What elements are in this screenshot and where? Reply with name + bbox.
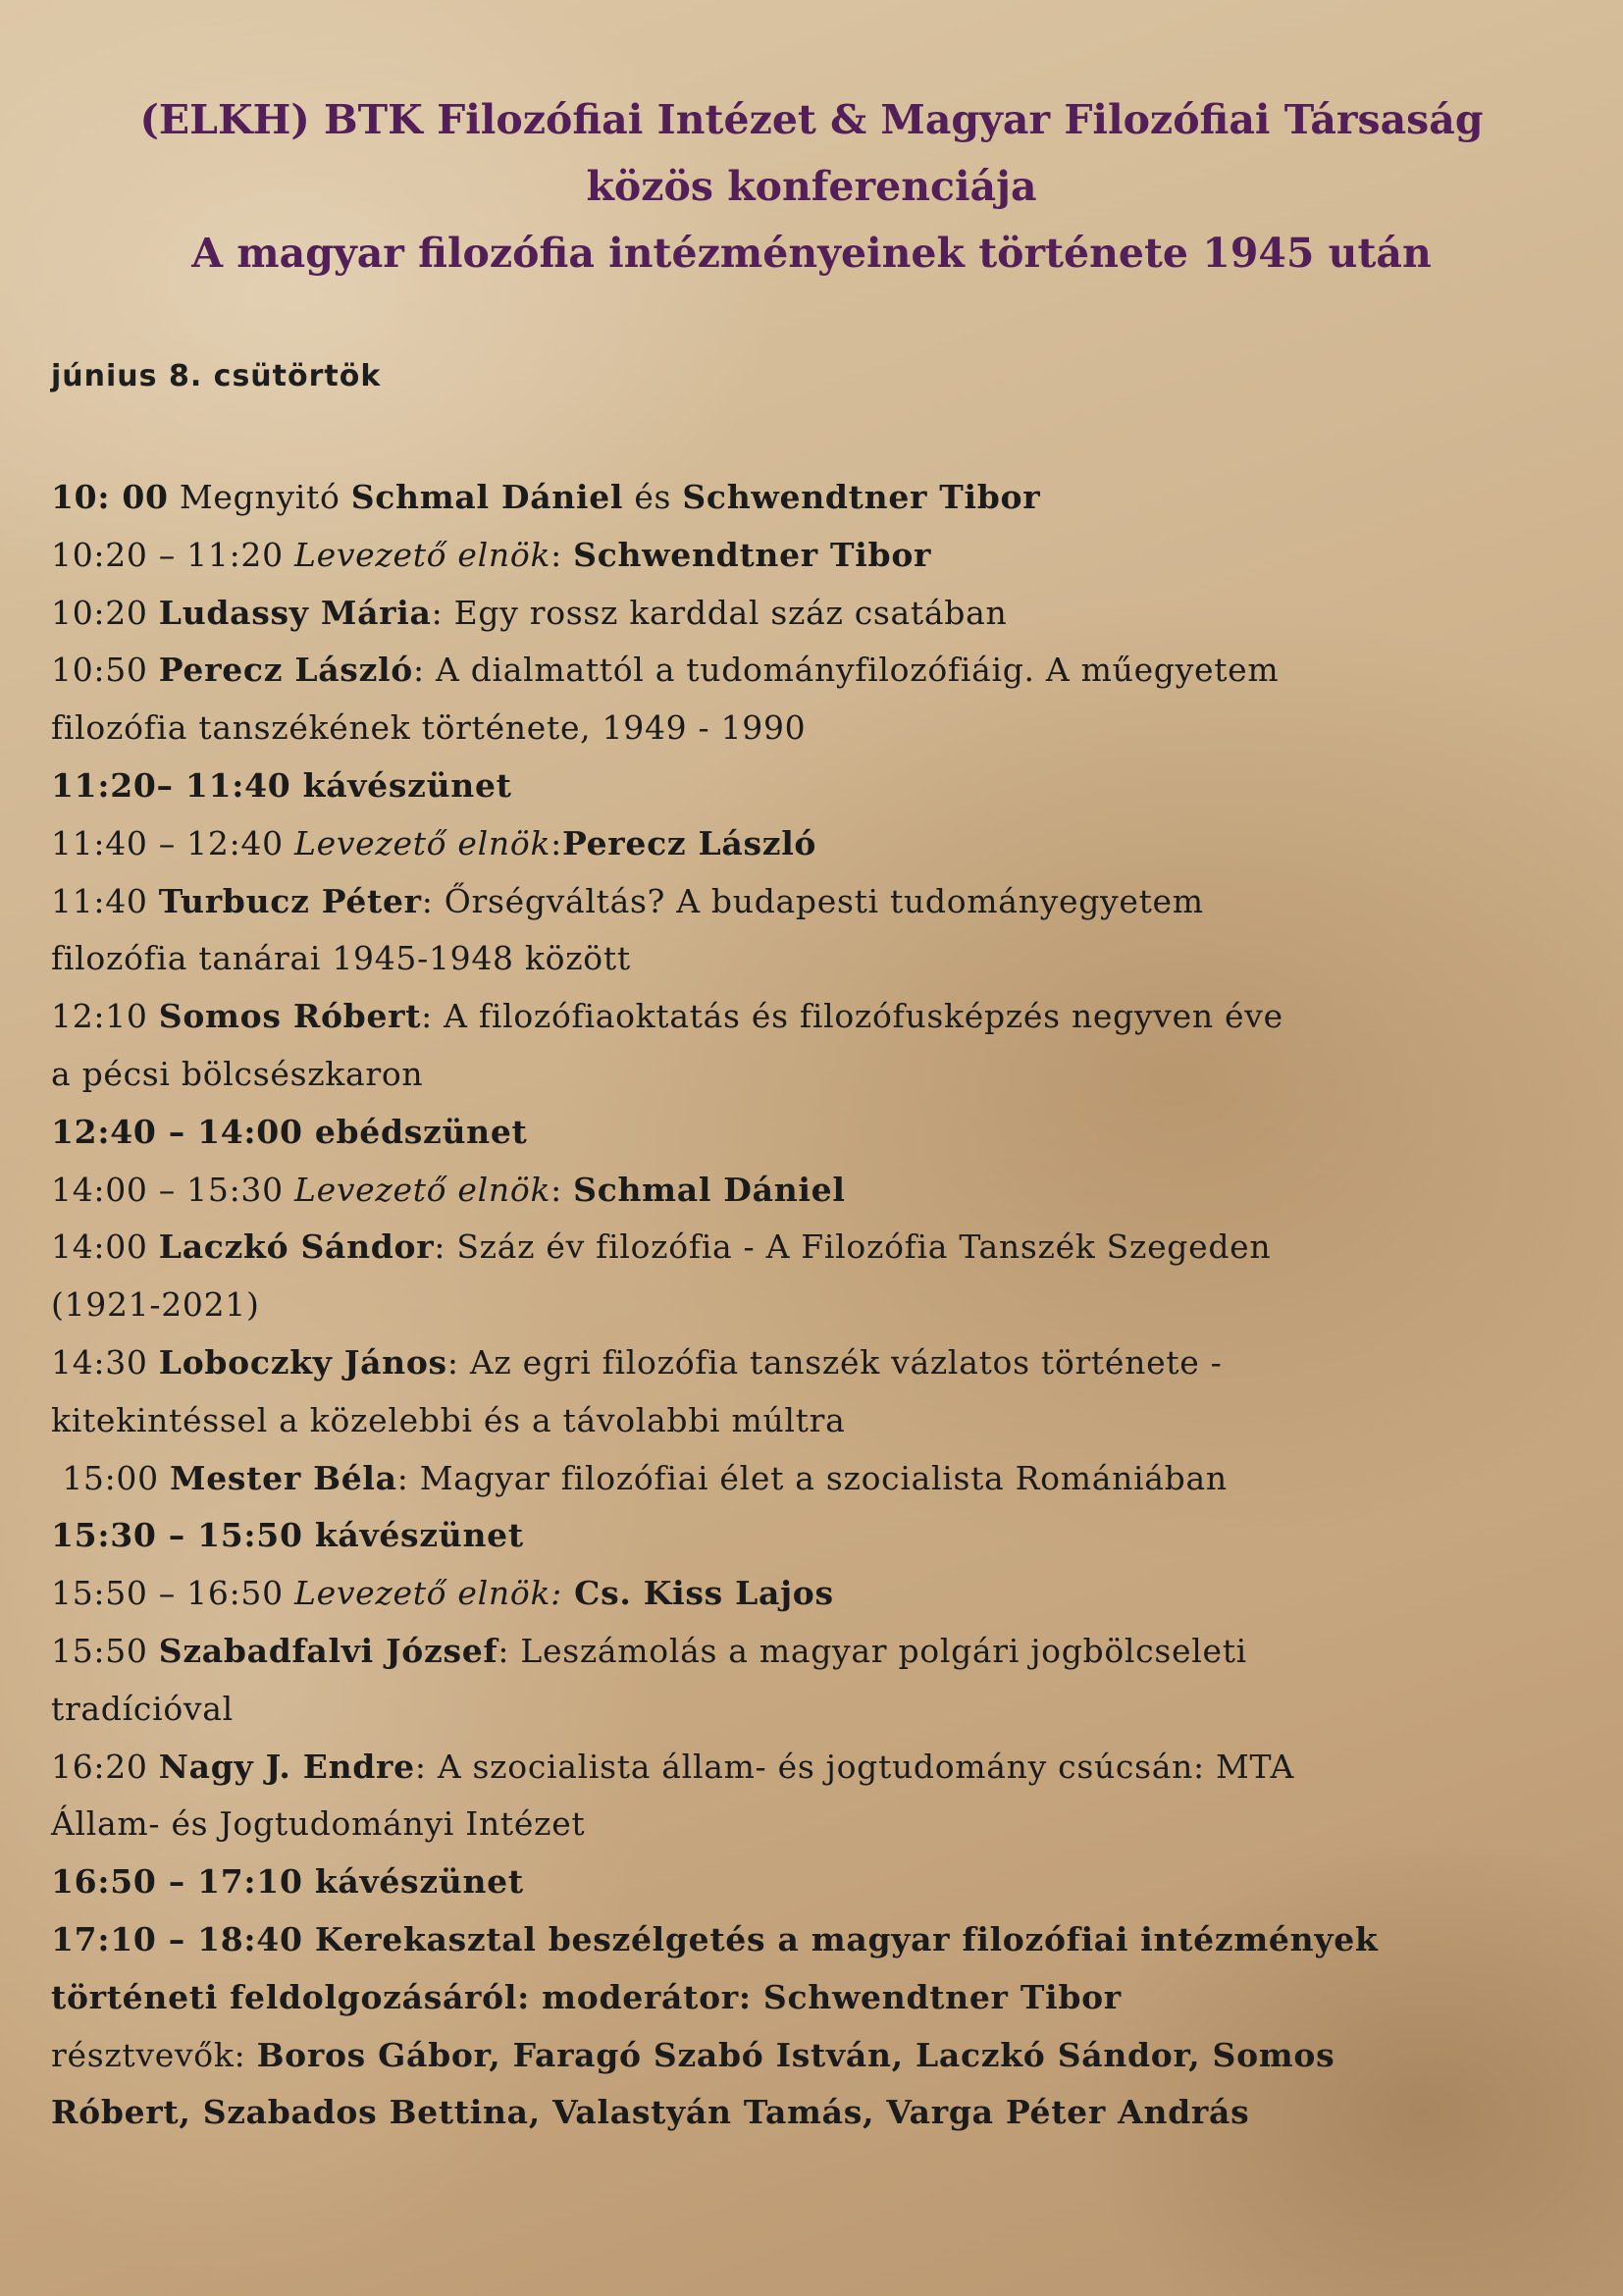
- header-organizers: (ELKH) BTK Filozófiai Intézet & Magyar Filozófiai Társaság: [139, 96, 1484, 143]
- time: 12:10: [51, 997, 159, 1036]
- chair-name: Schwendtner Tibor: [573, 535, 932, 574]
- schedule-line-talk: [51, 1450, 1582, 1508]
- time: 15:00: [51, 1458, 170, 1497]
- schedule-line-roundtable: 17:10 – 18:40 Kerekasztal beszélgetés a magyar filozófiai intézmények: [51, 1919, 1379, 1958]
- speaker: Mester Béla: [169, 1458, 397, 1497]
- name: Schwendtner Tibor: [682, 478, 1041, 516]
- schedule-line-continuation: Állam- és Jogtudományi Intézet: [51, 1804, 586, 1844]
- chair-name: Schmal Dániel: [573, 1170, 846, 1209]
- time: 11:40 – 12:40: [51, 823, 294, 862]
- speaker: Somos Róbert: [158, 997, 422, 1036]
- talk-title: : A szocialista állam- és jogtudomány csúcsán: MTA: [414, 1747, 1294, 1786]
- schedule-line-opening: [51, 469, 1582, 527]
- chair-name: Cs. Kiss Lajos: [561, 1574, 834, 1613]
- program-date: június 8. csütörtök: [51, 359, 382, 393]
- schedule-line-talk: [51, 1739, 1582, 1797]
- schedule-line-talk: [51, 585, 1582, 643]
- participants: Boros Gábor, Faragó Szabó István, Laczkó Sándor, Somos: [256, 2035, 1335, 2074]
- text: Megnyitó: [168, 478, 351, 516]
- time: 10:20: [51, 593, 159, 632]
- speaker: Laczkó Sándor: [158, 1227, 435, 1267]
- chair-label: Levezető elnök:: [293, 1574, 562, 1613]
- text: :: [550, 1170, 574, 1209]
- schedule-line-roundtable-moderator: történeti feldolgozásáról: moderátor: Schwendtner Tibor: [51, 1977, 1122, 2016]
- schedule-line-break: 15:30 – 15:50 kávészünet: [51, 1516, 524, 1555]
- schedule-line-talk: [51, 1219, 1582, 1277]
- program-schedule: [51, 469, 1582, 2142]
- schedule-line-participants-continuation: Róbert, Szabados Bettina, Valastyán Tamás, Varga Péter András: [51, 2093, 1250, 2132]
- speaker: Turbucz Péter: [158, 881, 422, 920]
- time: 10: 00: [51, 478, 169, 516]
- talk-title: : Leszámolás a magyar polgári jogbölcseleti: [497, 1631, 1247, 1670]
- schedule-line-continuation: a pécsi bölcsészkaron: [51, 1054, 424, 1093]
- schedule-line-break: 11:20– 11:40 kávészünet: [51, 765, 512, 805]
- program-header: [0, 86, 1623, 287]
- schedule-line-session-4: [51, 1565, 1582, 1623]
- time: 10:20 – 11:20: [51, 535, 294, 574]
- schedule-line-talk: [51, 1623, 1582, 1681]
- schedule-line-talk: [51, 873, 1582, 931]
- time: 15:50: [51, 1631, 159, 1670]
- conference-title: A magyar filozófia intézményeinek története 1945 után: [191, 230, 1432, 277]
- schedule-line-session-2: [51, 815, 1582, 873]
- time: 15:50 – 16:50: [51, 1574, 294, 1613]
- speaker: Loboczky János: [158, 1342, 447, 1382]
- schedule-line-talk: [51, 1334, 1582, 1392]
- chair-label: Levezető elnök: [293, 1170, 551, 1209]
- schedule-line-continuation: filozófia tanszékének története, 1949 - 1990: [51, 708, 807, 748]
- time: 14:00: [51, 1227, 159, 1267]
- schedule-line-participants: [51, 2027, 1582, 2085]
- chair-label: Levezető elnök: [293, 823, 551, 862]
- schedule-line-continuation: (1921-2021): [51, 1285, 260, 1325]
- schedule-line-session-1: [51, 527, 1582, 585]
- talk-title: : A dialmattól a tudományfilozófiáig. A műegyetem: [412, 651, 1280, 690]
- speaker: Szabadfalvi József: [158, 1631, 498, 1670]
- talk-title: : Egy rossz karddal száz csatában: [431, 593, 1008, 632]
- time: 14:30: [51, 1342, 159, 1382]
- text: és: [623, 478, 683, 516]
- schedule-line-session-3: [51, 1162, 1582, 1220]
- talk-title: : Az egri filozófia tanszék vázlatos története -: [446, 1342, 1223, 1382]
- name: Schmal Dániel: [350, 478, 624, 516]
- chair-label: Levezető elnök: [293, 535, 551, 574]
- speaker: Perecz László: [158, 651, 413, 690]
- schedule-line-talk: [51, 642, 1582, 700]
- text: :: [550, 823, 562, 862]
- talk-title: : Száz év filozófia - A Filozófia Tanszék Szegeden: [434, 1227, 1272, 1267]
- schedule-line-continuation: tradícióval: [51, 1689, 234, 1728]
- speaker: Nagy J. Endre: [158, 1747, 415, 1786]
- chair-name: Perecz László: [561, 823, 817, 862]
- text: :: [550, 535, 574, 574]
- schedule-line-break: 12:40 – 14:00 ebédszünet: [51, 1112, 528, 1151]
- schedule-line-continuation: kitekintéssel a közelebbi és a távolabbi múltra: [51, 1400, 846, 1439]
- header-subtitle: közös konferenciája: [586, 163, 1037, 210]
- schedule-line-continuation: filozófia tanárai 1945-1948 között: [51, 939, 631, 978]
- speaker: Ludassy Mária: [158, 593, 432, 632]
- time: 10:50: [51, 651, 159, 690]
- schedule-line-break: 16:50 – 17:10 kávészünet: [51, 1862, 524, 1902]
- time: 14:00 – 15:30: [51, 1170, 294, 1209]
- talk-title: : Magyar filozófiai élet a szocialista Romániában: [396, 1458, 1228, 1497]
- talk-title: : Őrségváltás? A budapesti tudományegyetem: [421, 881, 1204, 920]
- talk-title: : A filozófiaoktatás és filozófusképzés negyven éve: [421, 997, 1283, 1036]
- schedule-line-talk: [51, 988, 1582, 1046]
- participants-label: résztvevők:: [51, 2035, 257, 2074]
- time: 11:40: [51, 881, 159, 920]
- time: 16:20: [51, 1747, 159, 1786]
